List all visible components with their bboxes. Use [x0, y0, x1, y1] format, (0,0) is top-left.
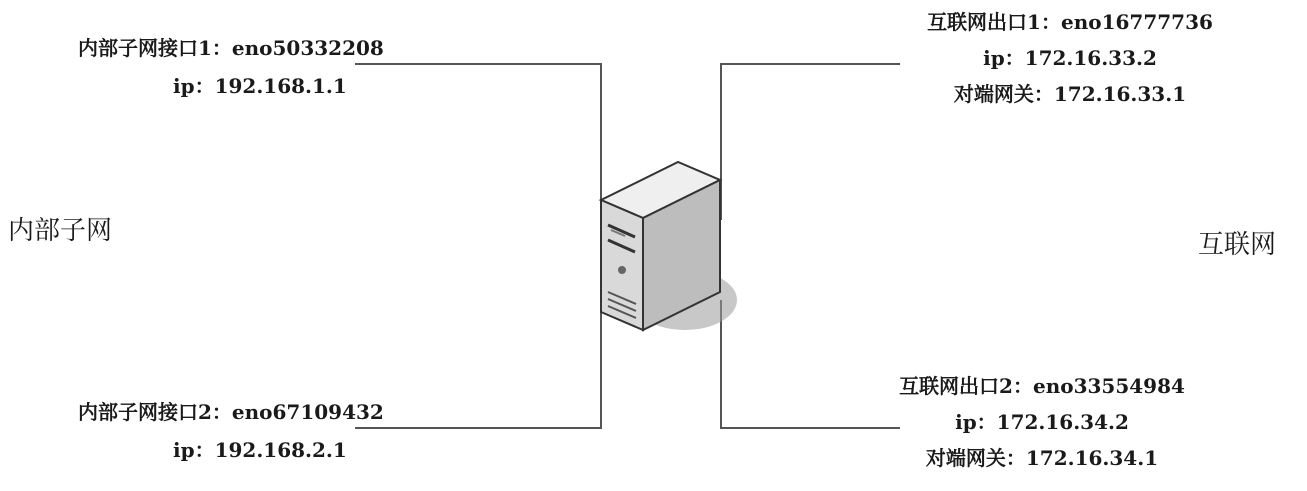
internal-if2-ip: ip：192.168.2.1 — [173, 438, 347, 462]
internal-if1-ip: ip：192.168.1.1 — [173, 74, 347, 98]
internet-out2-block — [852, 376, 1232, 468]
internet-out1-ip: ip：172.16.33.2 — [983, 46, 1157, 70]
wire-internet-out1 — [721, 64, 900, 220]
wire-internal-if2 — [355, 290, 601, 428]
internet-label: 互联网 — [1198, 230, 1277, 260]
internet-out1-gateway: 对端网关：172.16.33.1 — [953, 82, 1187, 106]
server-icon — [601, 162, 737, 330]
wire-internal-if1 — [355, 64, 601, 230]
internal-if2-name: 内部子网接口2：eno67109432 — [78, 400, 384, 424]
internet-out2-ip: ip：172.16.34.2 — [955, 410, 1129, 434]
internet-out1-block — [880, 12, 1260, 104]
internal-if1-name: 内部子网接口1：eno50332208 — [78, 36, 384, 60]
internet-out2-gateway: 对端网关：172.16.34.1 — [925, 446, 1159, 470]
internet-out1-name: 互联网出口1：eno16777736 — [927, 10, 1213, 34]
internal-subnet-label: 内部子网 — [8, 216, 113, 246]
internet-out2-name: 互联网出口2：eno33554984 — [899, 374, 1185, 398]
